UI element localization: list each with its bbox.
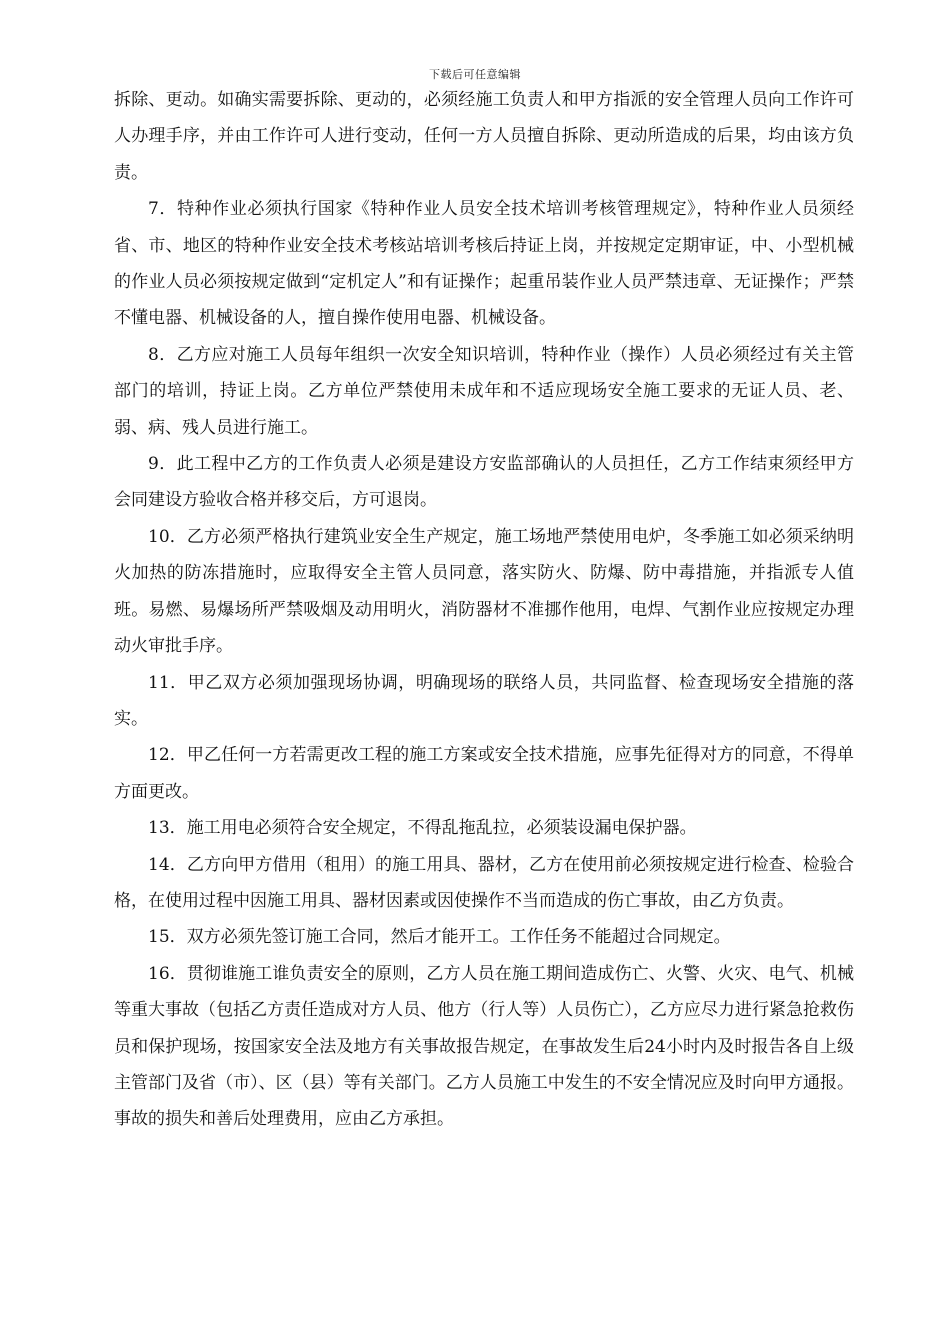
clause-7: 7．特种作业必须执行国家《特种作业人员安全技术培训考核管理规定》，特种作业人员须经省、市、地区的特种作业安全技术考核站培训考核后持证上岗，并按规定定期审证，中、小型机械的作业人员必须按规定做到“定机定人”和有证操作；起重吊装作业人员严禁违章、无证操作；严禁不懂电器、机械设备的人，擅自操作使用电器、机械设备。 (114, 199, 854, 329)
clause-10: 10．乙方必须严格执行建筑业安全生产规定，施工场地严禁使用电炉，冬季施工如必须采纳明火加热的防冻措施时，应取得安全主管人员同意，落实防火、防爆、防中毒措施，并指派专人值班。易燃、易爆场所严禁吸烟及动用明火，消防器材不准挪作他用，电焊、气割作业应按规定办理动火审批手序。 (114, 526, 854, 657)
clause-14: 14．乙方向甲方借用（租用）的施工用具、器材，乙方在使用前必须按规定进行检查、检验合格，在使用过程中因施工用具、器材因素或因使操作不当而造成的伤亡事故，由乙方负责。 (114, 854, 854, 911)
clause-15: 15．双方必须先签订施工合同，然后才能开工。工作任务不能超过合同规定。 (148, 927, 731, 948)
clause-11: 11．甲乙双方必须加强现场协调，明确现场的联络人员，共同监督、检查现场安全措施的落实。 (114, 672, 854, 729)
clause-8: 8．乙方应对施工人员每年组织一次安全知识培训，特种作业（操作）人员必须经过有关主管部门的培训，持证上岗。乙方单位严禁使用未成年和不适应现场安全施工要求的无证人员、老、弱、病、残人员进行施工。 (114, 344, 854, 438)
clause-9: 9．此工程中乙方的工作负责人必须是建设方安监部确认的人员担任，乙方工作结束须经甲方会同建设方验收合格并移交后，方可退岗。 (114, 454, 854, 511)
clause-12: 12．甲乙任何一方若需更改工程的施工方案或安全技术措施，应事先征得对方的同意，不得单方面更改。 (114, 745, 854, 802)
clause-13: 13．施工用电必须符合安全规定，不得乱拖乱拉，必须装设漏电保护器。 (148, 818, 697, 839)
document-body (114, 82, 854, 1138)
page-header: 下载后可任意编辑 (429, 68, 521, 81)
paragraph-continuation: 拆除、更动。如确实需要拆除、更动的，必须经施工负责人和甲方指派的安全管理人员向工作许可人办理手序，并由工作许可人进行变动，任何一方人员擅自拆除、更动所造成的后果，均由该方负责。 (114, 90, 854, 183)
clause-16: 16．贯彻谁施工谁负责安全的原则，乙方人员在施工期间造成伤亡、火警、火灾、电气、机械等重大事故（包括乙方责任造成对方人员、他方（行人等）人员伤亡），乙方应尽力进行紧急抢救伤员和保护现场，按国家安全法及地方有关事故报告规定，在事故发生后24小时内及时报告各自上级主管部门及省（市）、区（县）等有关部门。乙方人员施工中发生的不安全情况应及时向甲方通报。事故的损失和善后处理费用，应由乙方承担。 (114, 963, 854, 1130)
